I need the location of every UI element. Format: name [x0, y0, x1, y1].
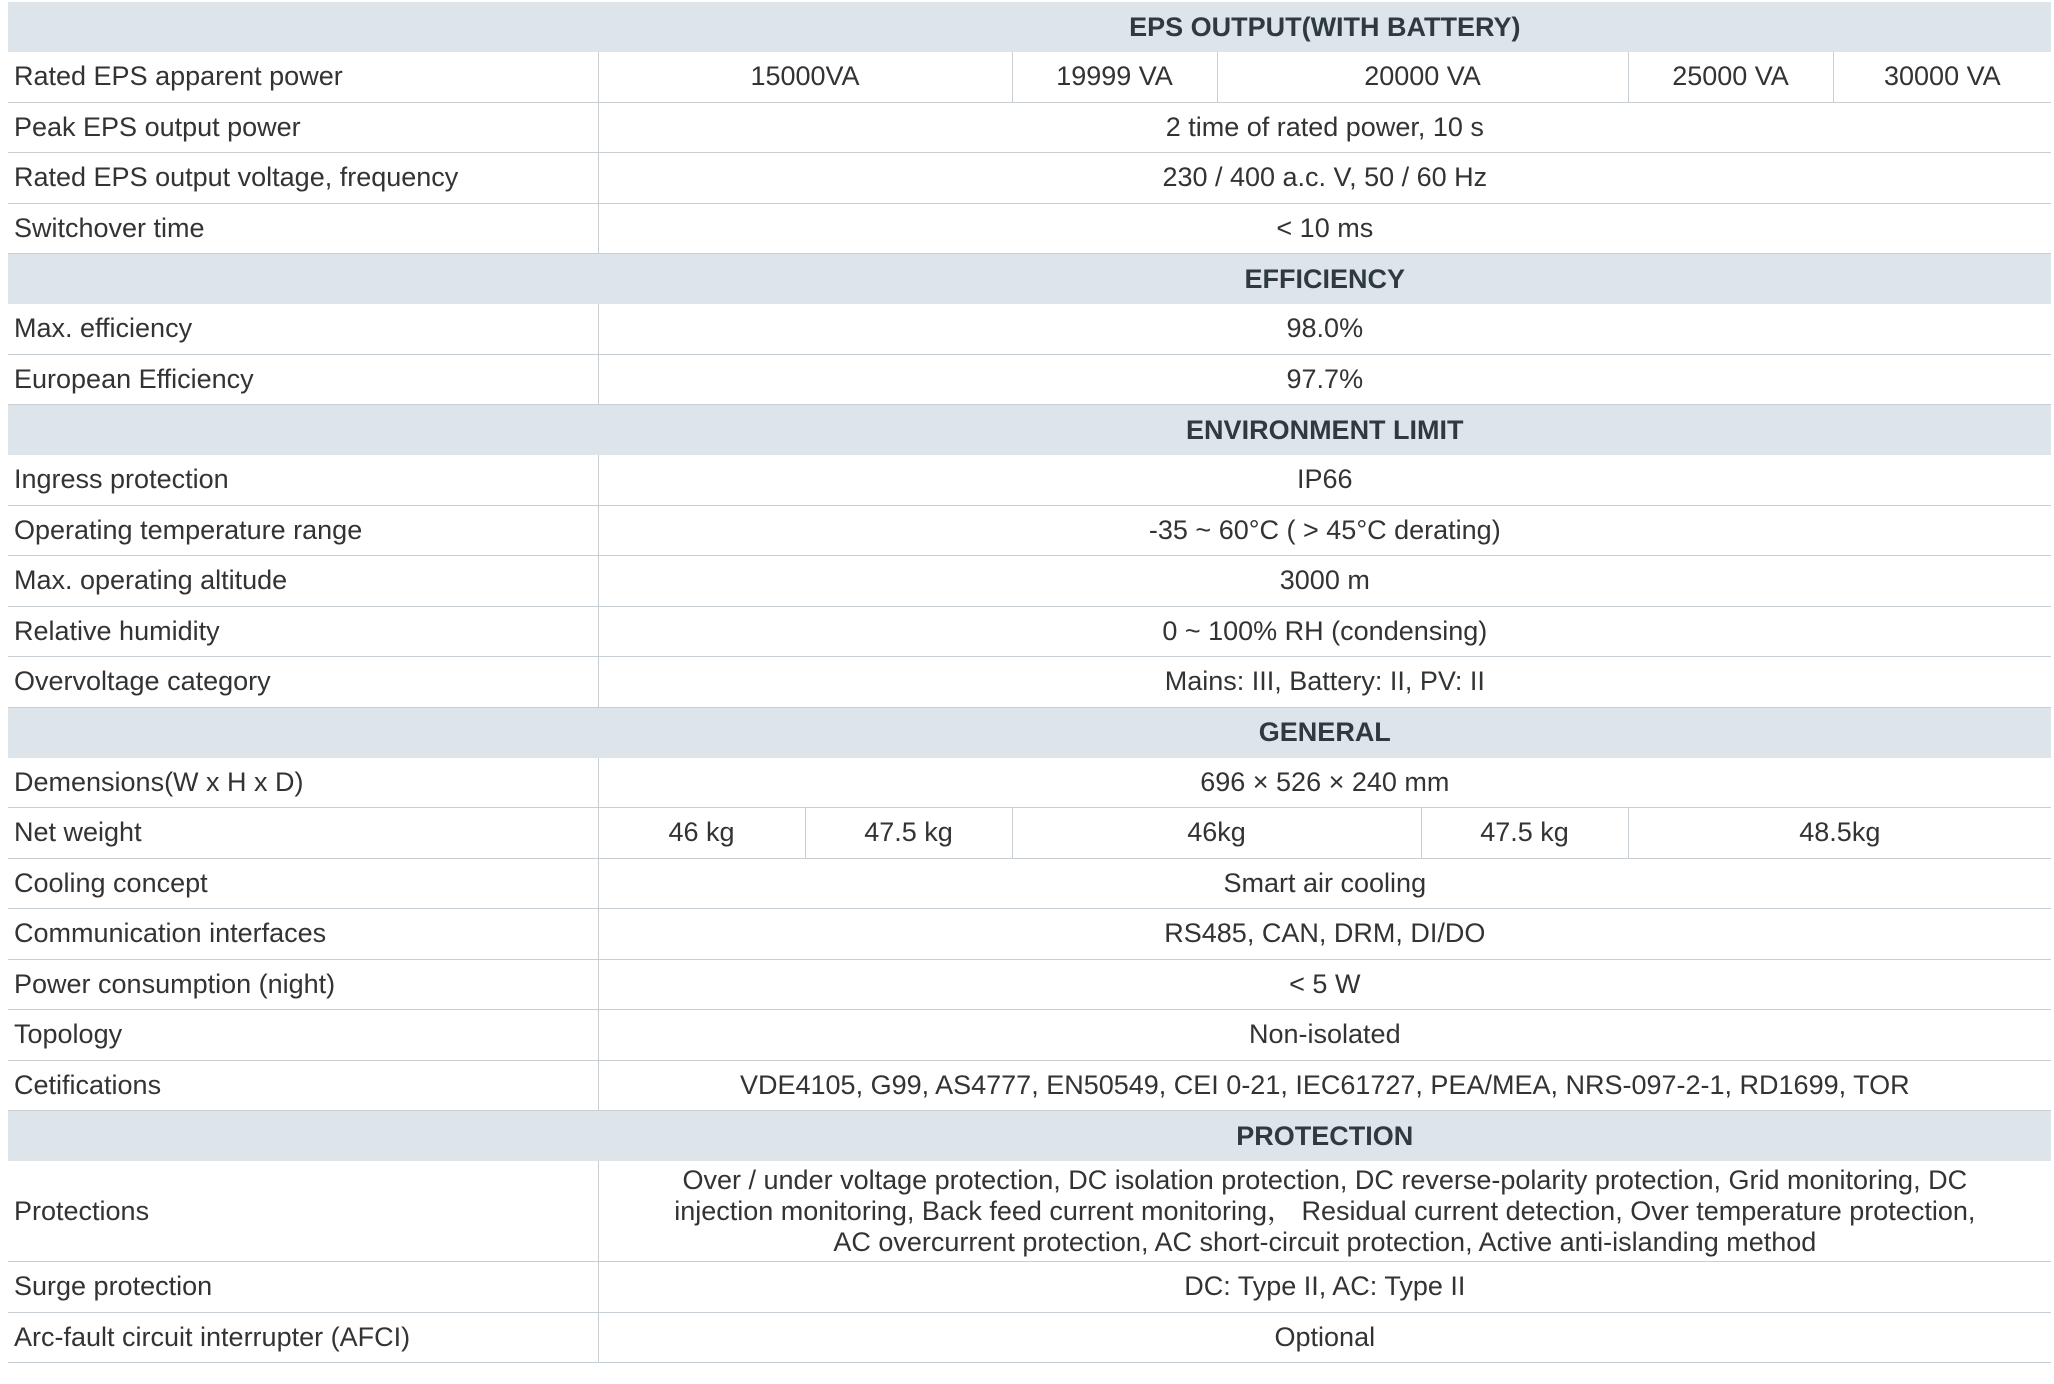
- cell-value: 0 ~ 100% RH (condensing): [598, 606, 2051, 657]
- cell-value: 47.5 kg: [805, 808, 1012, 859]
- cell-value: 48.5kg: [1628, 808, 2051, 859]
- row-label: Power consumption (night): [8, 959, 598, 1010]
- row-certifications: [8, 1060, 2051, 1111]
- cell-value: 98.0%: [598, 304, 2051, 354]
- cell-value: 46 kg: [598, 808, 805, 859]
- row-operating-temperature: [8, 505, 2051, 556]
- cell-value: -35 ~ 60°C ( > 45°C derating): [598, 505, 2051, 556]
- row-power-consumption: [8, 959, 2051, 1010]
- section-title: EPS OUTPUT(WITH BATTERY): [598, 2, 2051, 52]
- section-protection: [8, 1111, 2051, 1162]
- cell-value: 20000 VA: [1217, 52, 1628, 102]
- cell-value: 15000VA: [598, 52, 1012, 102]
- row-label: Overvoltage category: [8, 657, 598, 708]
- row-rated-eps-apparent-power: [8, 52, 2051, 102]
- section-title: GENERAL: [598, 707, 2051, 758]
- cell-value: 46kg: [1012, 808, 1421, 859]
- section-general: [8, 707, 2051, 758]
- row-label: Rated EPS apparent power: [8, 52, 598, 102]
- cell-value: 97.7%: [598, 354, 2051, 405]
- cell-value: DC: Type II, AC: Type II: [598, 1262, 2051, 1313]
- row-label: European Efficiency: [8, 354, 598, 405]
- row-label: Topology: [8, 1010, 598, 1061]
- cell-value: Over / under voltage protection, DC isolation protection, DC reverse-polarity protection, Grid monitoring, DC injection monitoring, Back feed current monitoring， Residual current detection, Over temperature protection, AC overcurrent protection, AC short-circuit protection, Active anti-islanding method: [598, 1161, 2051, 1262]
- row-label: Surge protection: [8, 1262, 598, 1313]
- row-topology: [8, 1010, 2051, 1061]
- row-label: Net weight: [8, 808, 598, 859]
- row-cooling-concept: [8, 858, 2051, 909]
- row-label: Max. operating altitude: [8, 556, 598, 607]
- row-label: Max. efficiency: [8, 304, 598, 354]
- section-efficiency: [8, 254, 2051, 305]
- cell-value: 2 time of rated power, 10 s: [598, 102, 2051, 153]
- cell-value: 19999 VA: [1012, 52, 1217, 102]
- cell-value: 3000 m: [598, 556, 2051, 607]
- row-relative-humidity: [8, 606, 2051, 657]
- row-max-efficiency: [8, 304, 2051, 354]
- spec-sheet: [8, 2, 2051, 1363]
- cell-value: 30000 VA: [1833, 52, 2051, 102]
- row-label: Switchover time: [8, 203, 598, 254]
- cell-value: Smart air cooling: [598, 858, 2051, 909]
- row-rated-eps-output-voltage: [8, 153, 2051, 204]
- cell-value: VDE4105, G99, AS4777, EN50549, CEI 0-21, IEC61727, PEA/MEA, NRS-097-2-1, RD1699, TOR: [598, 1060, 2051, 1111]
- row-label: Cooling concept: [8, 858, 598, 909]
- row-peak-eps-output-power: [8, 102, 2051, 153]
- cell-value: 230 / 400 a.c. V, 50 / 60 Hz: [598, 153, 2051, 204]
- row-label: Arc-fault circuit interrupter (AFCI): [8, 1312, 598, 1363]
- section-title: PROTECTION: [598, 1111, 2051, 1162]
- row-label: Relative humidity: [8, 606, 598, 657]
- cell-value: Mains: III, Battery: II, PV: II: [598, 657, 2051, 708]
- row-communication-interfaces: [8, 909, 2051, 960]
- section-eps-output: [8, 2, 2051, 52]
- row-afci: [8, 1312, 2051, 1363]
- row-protections: [8, 1161, 2051, 1262]
- row-label: Rated EPS output voltage, frequency: [8, 153, 598, 204]
- section-environment-limit: [8, 405, 2051, 456]
- row-label: Communication interfaces: [8, 909, 598, 960]
- row-overvoltage-category: [8, 657, 2051, 708]
- spec-table: [8, 2, 2051, 1363]
- row-surge-protection: [8, 1262, 2051, 1313]
- row-european-efficiency: [8, 354, 2051, 405]
- cell-value: 25000 VA: [1628, 52, 1833, 102]
- row-label: Demensions(W x H x D): [8, 758, 598, 808]
- row-max-operating-altitude: [8, 556, 2051, 607]
- row-label: Peak EPS output power: [8, 102, 598, 153]
- cell-value: IP66: [598, 455, 2051, 505]
- cell-value: < 5 W: [598, 959, 2051, 1010]
- section-title: ENVIRONMENT LIMIT: [598, 405, 2051, 456]
- section-title: EFFICIENCY: [598, 254, 2051, 305]
- row-label: Cetifications: [8, 1060, 598, 1111]
- row-label: Ingress protection: [8, 455, 598, 505]
- row-dimensions: [8, 758, 2051, 808]
- row-label: Operating temperature range: [8, 505, 598, 556]
- row-switchover-time: [8, 203, 2051, 254]
- row-label: Protections: [8, 1161, 598, 1262]
- cell-value: 696 × 526 × 240 mm: [598, 758, 2051, 808]
- cell-value: 47.5 kg: [1421, 808, 1628, 859]
- cell-value: RS485, CAN, DRM, DI/DO: [598, 909, 2051, 960]
- row-ingress-protection: [8, 455, 2051, 505]
- cell-value: Non-isolated: [598, 1010, 2051, 1061]
- row-net-weight: [8, 808, 2051, 859]
- cell-value: Optional: [598, 1312, 2051, 1363]
- cell-value: < 10 ms: [598, 203, 2051, 254]
